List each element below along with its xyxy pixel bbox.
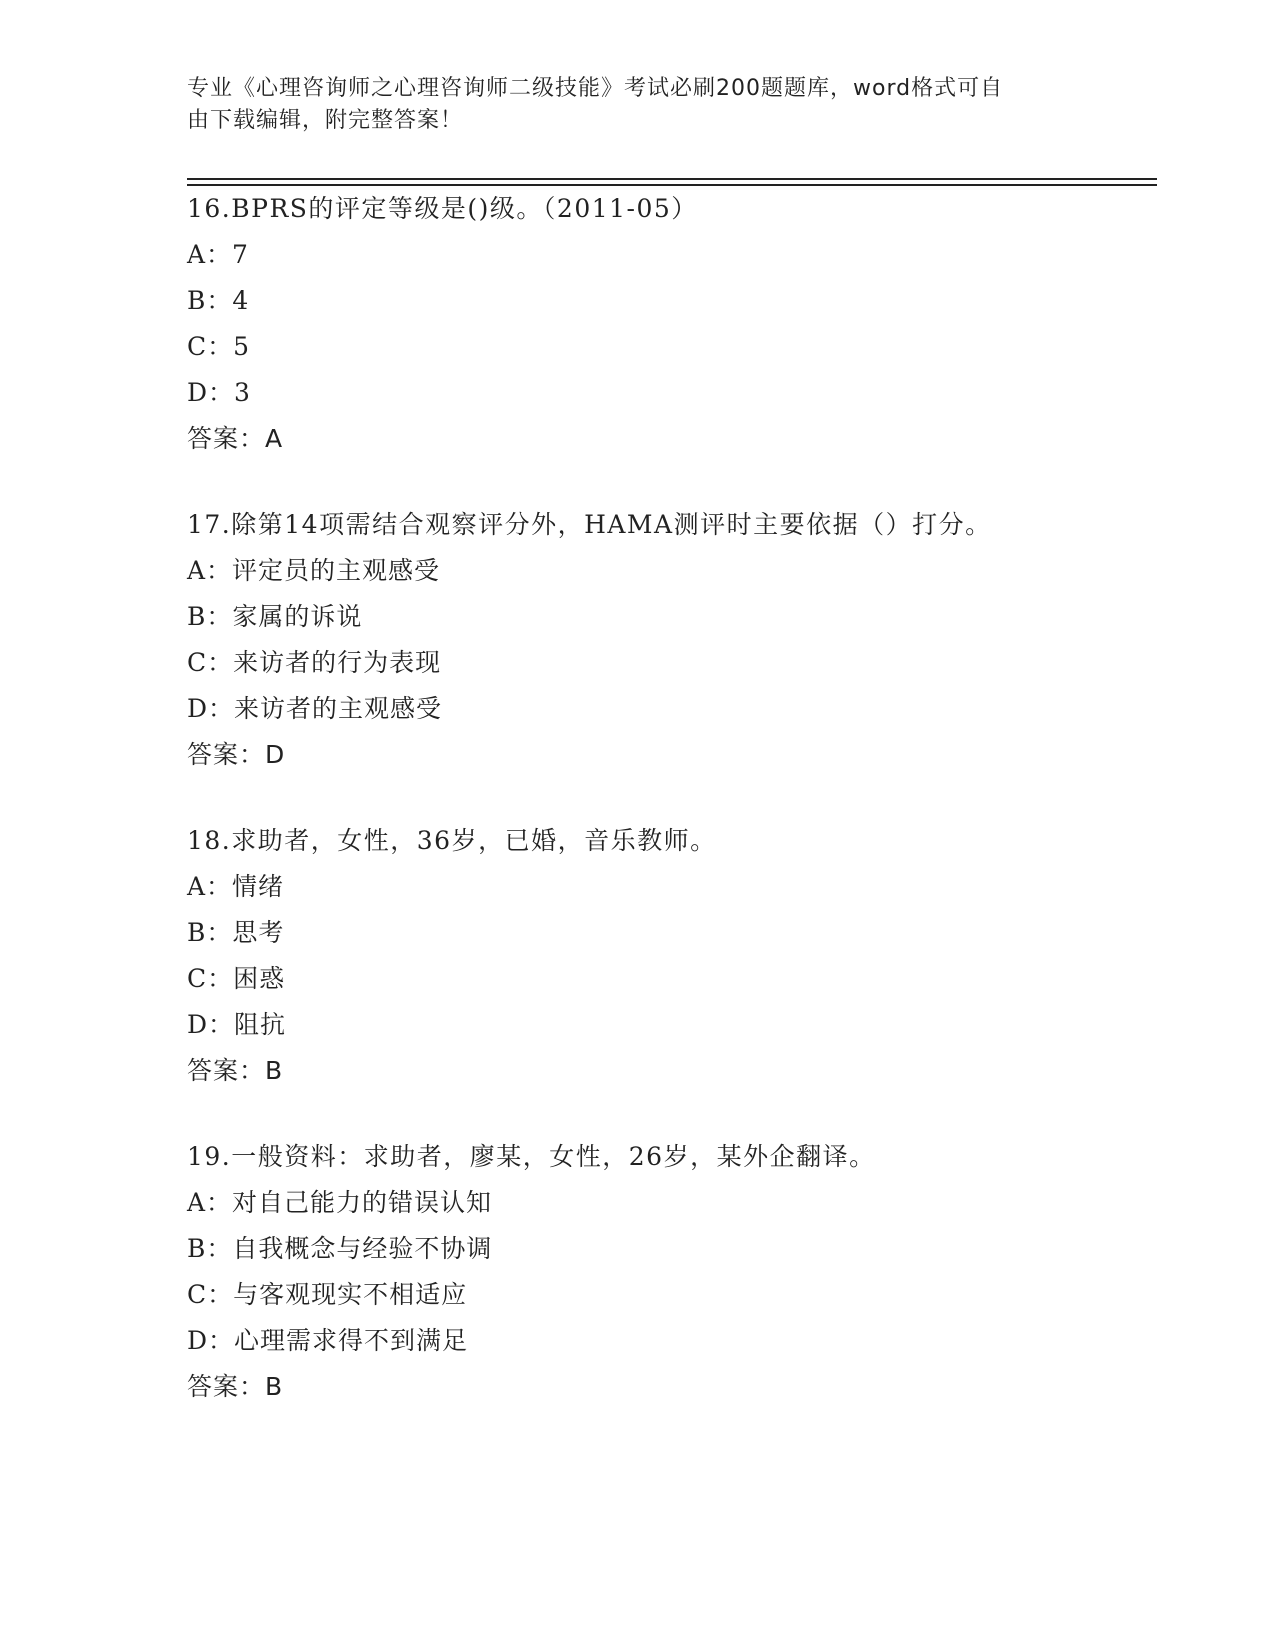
option-d: D：3 [187,378,251,407]
option-b: B：家属的诉说 [187,602,363,631]
option-d: D：来访者的主观感受 [187,694,443,723]
header-line-1: 专业《心理咨询师之心理咨询师二级技能》考试必刷200题题库，word格式可自 [187,76,1004,101]
option-b: B：思考 [187,918,285,947]
option-c: C：困惑 [187,964,286,993]
option-c: C：来访者的行为表现 [187,648,442,677]
answer: 答案：B [187,1056,284,1085]
question-stem: 19.一般资料：求助者，廖某，女性，26岁，某外企翻译。 [187,1142,876,1171]
option-a: A：评定员的主观感受 [187,556,441,585]
option-a: A：7 [187,240,249,269]
option-c: C：5 [187,332,251,361]
option-a: A：对自己能力的错误认知 [187,1188,493,1217]
option-d: D：心理需求得不到满足 [187,1326,469,1355]
option-b: B：4 [187,286,250,315]
question-stem: 17.除第14项需结合观察评分外，HAMA测评时主要依据（）打分。 [187,510,992,539]
answer: 答案：D [187,740,286,769]
option-a: A：情绪 [187,872,285,901]
option-b: B：自我概念与经验不协调 [187,1234,493,1263]
option-c: C：与客观现实不相适应 [187,1280,468,1309]
header-line-2: 由下载编辑，附完整答案！ [187,108,464,133]
question-stem: 18.求助者，女性，36岁，已婚，音乐教师。 [187,826,717,855]
question-16 [187,186,1187,462]
answer: 答案：A [187,424,284,453]
question-18 [187,818,1187,1094]
question-19 [187,1134,1187,1410]
question-17 [187,502,1187,778]
option-d: D：阻抗 [187,1010,287,1039]
question-stem: 16.BPRS的评定等级是()级。（2011-05） [187,194,698,223]
answer: 答案：B [187,1372,284,1401]
header-rule-top [187,178,1157,180]
document-header [187,73,1087,137]
